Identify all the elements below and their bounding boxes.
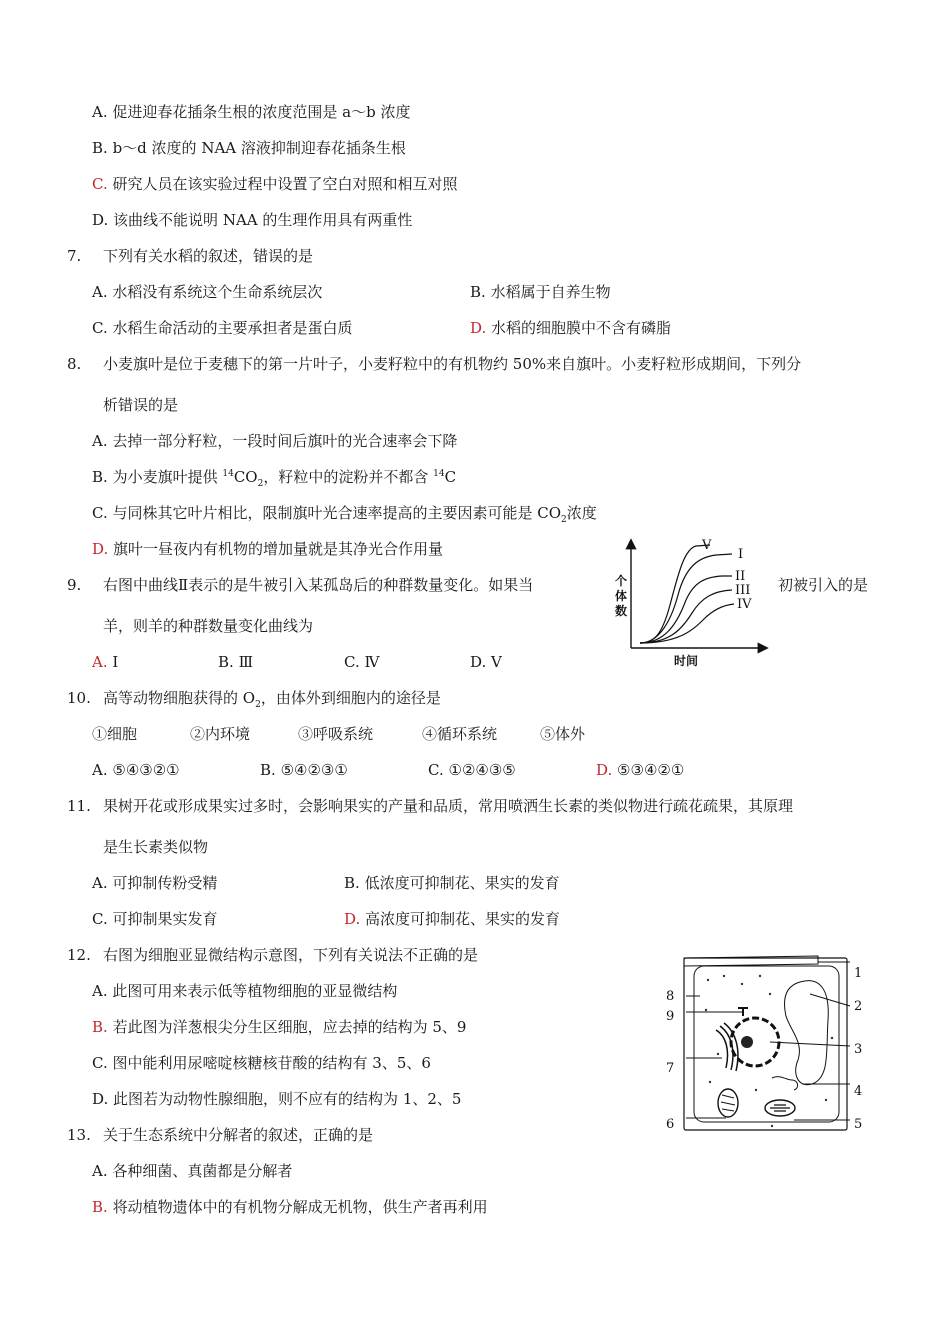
q9-stem-line2: 羊，则羊的种群数量变化曲线为 xyxy=(103,617,314,635)
cell-label-4: 4 xyxy=(854,1084,863,1099)
cell-structure-figure xyxy=(660,950,875,1145)
q12-number: 12. xyxy=(67,946,91,964)
cell-label-7: 7 xyxy=(666,1061,675,1076)
vacuole xyxy=(785,981,829,1085)
curve-label-i: I xyxy=(738,547,744,562)
q10-number: 10. xyxy=(67,689,91,707)
cell-label-8: 8 xyxy=(666,989,675,1004)
q7-option-d: D. 水稻的细胞膜中不含有磷脂 xyxy=(470,319,672,337)
q8-stem-line1: 小麦旗叶是位于麦穗下的第一片叶子，小麦籽粒中的有机物约 50%来自旗叶。小麦籽粒形成期间，下列分 xyxy=(103,355,802,373)
q10-item-1: ①细胞 xyxy=(92,725,138,743)
curve-label-iii: III xyxy=(735,583,751,598)
y-axis-label-1: 个 xyxy=(615,574,628,588)
q9-option-c: C. Ⅳ xyxy=(344,653,380,671)
q7-number: 7. xyxy=(67,247,82,265)
q13-number: 13. xyxy=(67,1126,91,1144)
q12-stem: 右图为细胞亚显微结构示意图，下列有关说法不正确的是 xyxy=(103,946,479,964)
population-curves-figure xyxy=(612,535,772,675)
q9-stem-line1: 右图中曲线Ⅱ表示的是牛被引入某孤岛后的种群数量变化。如果当 xyxy=(103,576,534,594)
q9-stem-line1-tail: 初被引入的是 xyxy=(778,576,869,594)
q7-stem: 下列有关水稻的叙述，错误的是 xyxy=(103,247,314,265)
q9-number: 9. xyxy=(67,576,82,594)
q13-option-b: B. 将动植物遗体中的有机物分解成无机物，供生产者再利用 xyxy=(92,1198,488,1216)
curve-label-iv: IV xyxy=(737,597,752,612)
cell-label-6: 6 xyxy=(666,1117,675,1132)
curve-label-v: V xyxy=(702,538,712,553)
q12-option-b: B. 若此图为洋葱根尖分生区细胞，应去掉的结构为 5、9 xyxy=(92,1018,467,1036)
cell-label-9: 9 xyxy=(666,1009,675,1024)
curve-iii xyxy=(640,590,732,643)
q7-option-b: B. 水稻属于自养生物 xyxy=(470,283,611,301)
q12-option-d: D. 此图若为动物性腺细胞，则不应有的结构为 1、2、5 xyxy=(92,1090,462,1108)
q6-option-a: A. 促进迎春花插条生根的浓度范围是 a～b 浓度 xyxy=(92,103,411,121)
q7-option-c: C. 水稻生命活动的主要承担者是蛋白质 xyxy=(92,319,353,337)
q10-option-b: B. ⑤④②③① xyxy=(260,761,348,779)
q8-number: 8. xyxy=(67,355,82,373)
cell-label-5: 5 xyxy=(854,1117,863,1132)
x-axis-label: 时间 xyxy=(674,654,699,668)
curve-iv xyxy=(640,604,734,643)
q9-option-d: D. Ⅴ xyxy=(470,653,502,671)
q10-option-d: D. ⑤③④②① xyxy=(596,761,685,779)
ribosomes xyxy=(705,975,833,1127)
q8-option-b: B. 为小麦旗叶提供 $^{14}CO_2$，籽粒中的淀粉并不都含 $^{14}$C xyxy=(92,468,457,489)
y-axis-label-3: 数 xyxy=(615,604,628,618)
q10-item-3: ③呼吸系统 xyxy=(298,725,374,743)
q8-option-a: A. 去掉一部分籽粒，一段时间后旗叶的光合速率会下降 xyxy=(92,432,458,450)
q13-option-a: A. 各种细菌、真菌都是分解者 xyxy=(92,1162,293,1180)
q11-stem-line2: 是生长素类似物 xyxy=(103,838,209,856)
q12-option-a: A. 此图可用来表示低等植物细胞的亚显微结构 xyxy=(92,982,398,1000)
golgi-body xyxy=(716,1023,738,1071)
q11-option-c: C. 可抑制果实发育 xyxy=(92,910,218,928)
q7-option-a: A. 水稻没有系统这个生命系统层次 xyxy=(92,283,323,301)
cell-wall-outline xyxy=(684,958,847,1130)
q10-item-4: ④循环系统 xyxy=(422,725,498,743)
q9-option-a: A. Ⅰ xyxy=(92,653,119,671)
q11-option-a: A. 可抑制传粉受精 xyxy=(92,874,218,892)
q9-option-b: B. Ⅲ xyxy=(218,653,254,671)
endoplasmic-reticulum xyxy=(772,1077,798,1090)
q13-stem: 关于生态系统中分解者的叙述，正确的是 xyxy=(103,1126,374,1144)
q8-stem-line2: 析错误的是 xyxy=(103,396,179,414)
q11-option-d: D. 高浓度可抑制花、果实的发育 xyxy=(344,910,561,928)
q11-stem-line1: 果树开花或形成果实过多时，会影响果实的产量和品质，常用喷洒生长素的类似物进行疏花疏果，其原理 xyxy=(103,797,794,815)
q10-option-c: C. ①②④③⑤ xyxy=(428,761,516,779)
q12-option-c: C. 图中能利用尿嘧啶核糖核苷酸的结构有 3、5、6 xyxy=(92,1054,431,1072)
nucleolus xyxy=(741,1036,753,1048)
q8-option-c: C. 与同株其它叶片相比，限制旗叶光合速率提高的主要因素可能是 $CO_2$浓度 xyxy=(92,504,597,525)
q10-item-5: ⑤体外 xyxy=(540,725,586,743)
q10-item-2: ②内环境 xyxy=(190,725,251,743)
q6-option-c: C. 研究人员在该实验过程中设置了空白对照和相互对照 xyxy=(92,175,458,193)
cell-label-3: 3 xyxy=(854,1042,863,1057)
cell-label-1: 1 xyxy=(854,966,863,981)
y-axis-label-2: 体 xyxy=(615,589,628,603)
q6-option-b: B. b～d 浓度的 NAA 溶液抑制迎春花插条生根 xyxy=(92,139,406,157)
curve-label-ii: II xyxy=(735,569,746,584)
q6-option-d: D. 该曲线不能说明 NAA 的生理作用具有两重性 xyxy=(92,211,413,229)
curve-i xyxy=(640,554,732,643)
q8-option-d: D. 旗叶一昼夜内有机物的增加量就是其净光合作用量 xyxy=(92,540,444,558)
q11-option-b: B. 低浓度可抑制花、果实的发育 xyxy=(344,874,560,892)
q10-option-a: A. ⑤④③②① xyxy=(92,761,180,779)
q11-number: 11. xyxy=(67,797,91,815)
cell-label-2: 2 xyxy=(854,999,863,1014)
q10-stem: 高等动物细胞获得的 $O_2$，由体外到细胞内的途径是 xyxy=(103,689,441,710)
